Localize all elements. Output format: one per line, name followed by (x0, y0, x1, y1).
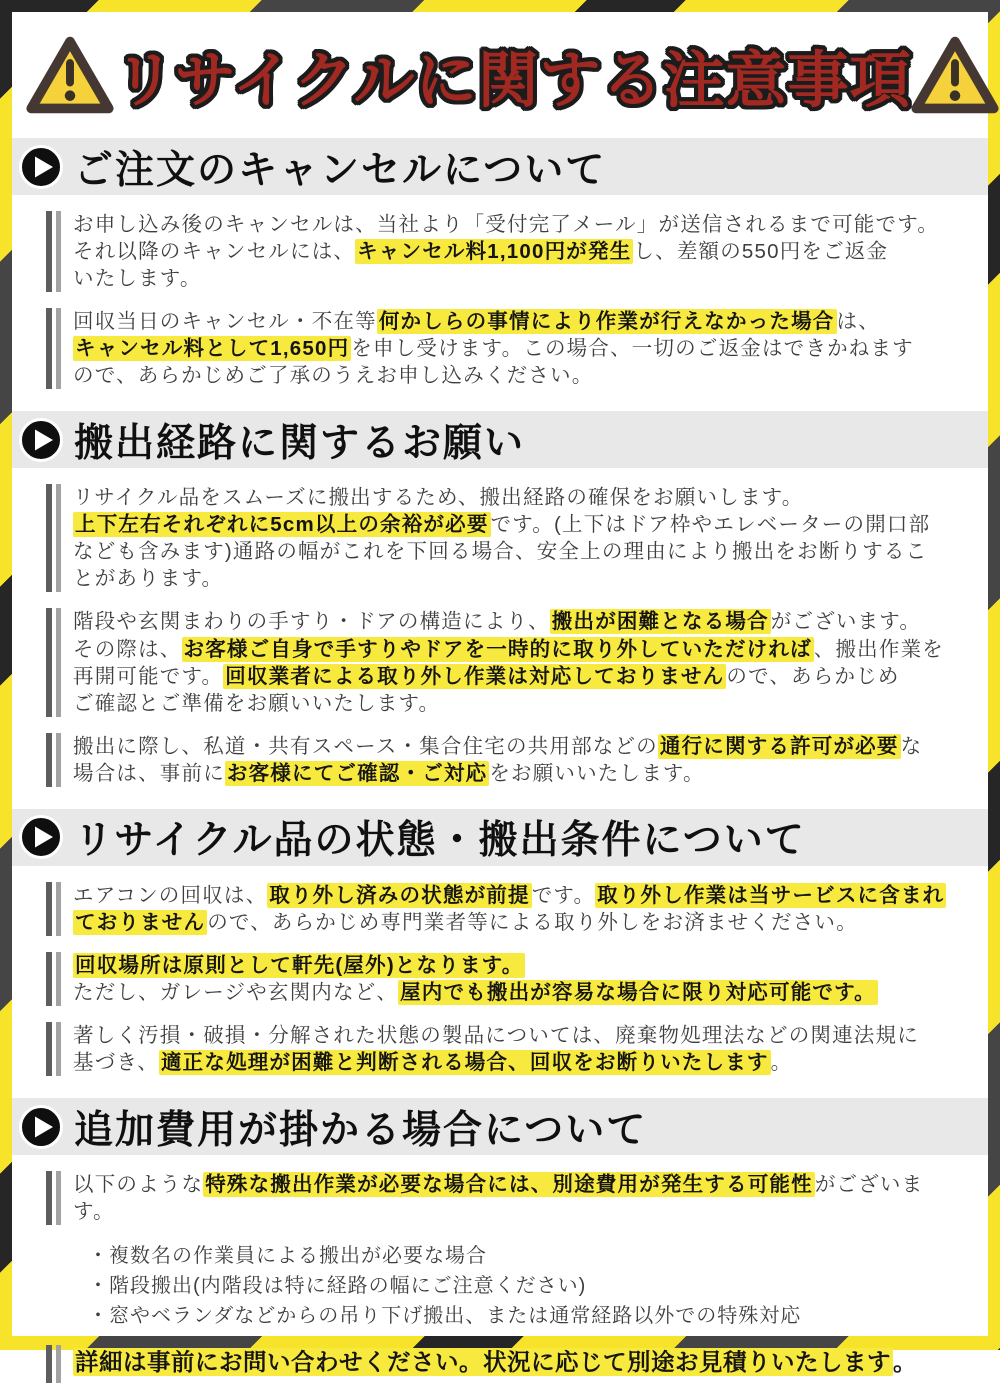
paragraph-block (46, 1022, 952, 1076)
paragraph-text: 回収当日のキャンセル・不在等何かしらの事情により作業が行えなかった場合は、 キャンセル料として1,650円を申し受けます。この場合、一切のご返金はできかねます ので、あらかじめご了承のうえお申し込みください。 (73, 310, 914, 388)
paragraph-text: 著しく汚損・破損・分解された状態の製品については、廃棄物処理法などの関連法規に 基づき、適正な処理が困難と判断される場合、回収をお断りいたします。 (73, 1023, 919, 1074)
content-panel (12, 12, 988, 1376)
paragraph-text: リサイクル品をスムーズに搬出するため、搬出経路の確保をお願いします。 上下左右それぞれに5cm以上の余裕が必要です。(上下はドア枠やエレベーターの開口部 なども含みます)通路の幅がこれを下回る場合、安全上の理由により搬出をお断りするこ とがあります。 (73, 486, 931, 591)
paragraph-block (46, 308, 952, 389)
double-bar-quote-icon (46, 1171, 61, 1225)
paragraph-text: 以下のような特殊な搬出作業が必要な場合には、別途費用が発生する可能性がございます。 (73, 1173, 924, 1224)
play-circle-icon (18, 1104, 64, 1150)
double-bar-quote-icon (46, 608, 61, 716)
section-body-cancellation (12, 195, 988, 411)
paragraph-block (46, 952, 952, 1006)
final-note (46, 1345, 952, 1383)
paragraph-block (46, 1171, 952, 1225)
double-bar-quote-icon (46, 308, 61, 389)
section-heading-item-condition (12, 809, 988, 866)
double-bar-quote-icon (46, 952, 61, 1006)
double-bar-quote-icon (46, 211, 61, 292)
double-bar-quote-icon (46, 484, 61, 592)
double-bar-quote-icon (46, 1345, 61, 1383)
final-note-text: 詳細は事前にお問い合わせください。状況に応じて別途お見積りいたします。 (75, 1349, 917, 1376)
section-heading-label: 追加費用が掛かる場合について (74, 1108, 648, 1152)
double-bar-quote-icon (46, 882, 61, 936)
warning-triangle-icon (26, 34, 114, 116)
section-heading-label: リサイクル品の状態・搬出条件について (74, 819, 806, 863)
paragraph-text: 階段や玄関まわりの手すり・ドアの構造により、搬出が困難となる場合がございます。 その際は、お客様ご自身で手すりやドアを一時的に取り外していただければ、搬出作業を 再開可能です。回収業者による取り外し作業は対応しておりませんので、あらかじめ ご確認とご準備をお願いいたします。 (73, 610, 944, 715)
double-bar-quote-icon (46, 1022, 61, 1076)
play-circle-icon (18, 144, 64, 190)
paragraph-block (46, 484, 952, 592)
paragraph-text: 搬出に際し、私道・共有スペース・集合住宅の共用部などの通行に関する許可が必要な 場合は、事前にお客様にてご確認・ご対応をお願いいたします。 (73, 734, 923, 785)
page-title: リサイクルに関する注意事項 (114, 45, 912, 114)
warning-triangle-icon (911, 34, 999, 116)
paragraph-block (46, 608, 952, 716)
section-body-carryout-route (12, 468, 988, 808)
section-body-item-condition (12, 866, 988, 1098)
paragraph-text: お申し込み後のキャンセルは、当社より「受付完了メール」が送信されるまで可能です。 それ以降のキャンセルには、キャンセル料1,100円が発生し、差額の550円をご返金 いたします。 (73, 213, 939, 291)
section-heading-carryout-route (12, 411, 988, 468)
paragraph-text: エアコンの回収は、取り外し済みの状態が前提です。取り外し作業は当サービスに含まれ ておりませんので、あらかじめ専門業者等による取り外しをお済ませください。 (73, 883, 945, 934)
section-heading-additional-fees (12, 1098, 988, 1155)
paragraph-block (46, 882, 952, 936)
bullet-list (88, 1241, 952, 1331)
paragraph-text: 回収場所は原則として軒先(屋外)となります。 ただし、ガレージや玄関内など、屋内でも搬出が容易な場合に限り対応可能です。 (73, 953, 876, 1004)
play-circle-icon (18, 417, 64, 463)
poster-header (12, 12, 988, 138)
play-circle-icon (18, 814, 64, 860)
paragraph-block (46, 211, 952, 292)
section-body-additional-fees (12, 1155, 988, 1389)
section-heading-label: 搬出経路に関するお願い (74, 421, 526, 465)
paragraph-block (46, 733, 952, 787)
double-bar-quote-icon (46, 733, 61, 787)
section-heading-cancellation (12, 138, 988, 195)
section-heading-label: ご注文のキャンセルについて (74, 148, 607, 192)
bullet-list-text: ・複数名の作業員による搬出が必要な場合 ・階段搬出(内階段は特に経路の幅にご注意ください) ・窓やベランダなどからの吊り下げ搬出、または通常経路以外での特殊対応 (88, 1245, 802, 1328)
